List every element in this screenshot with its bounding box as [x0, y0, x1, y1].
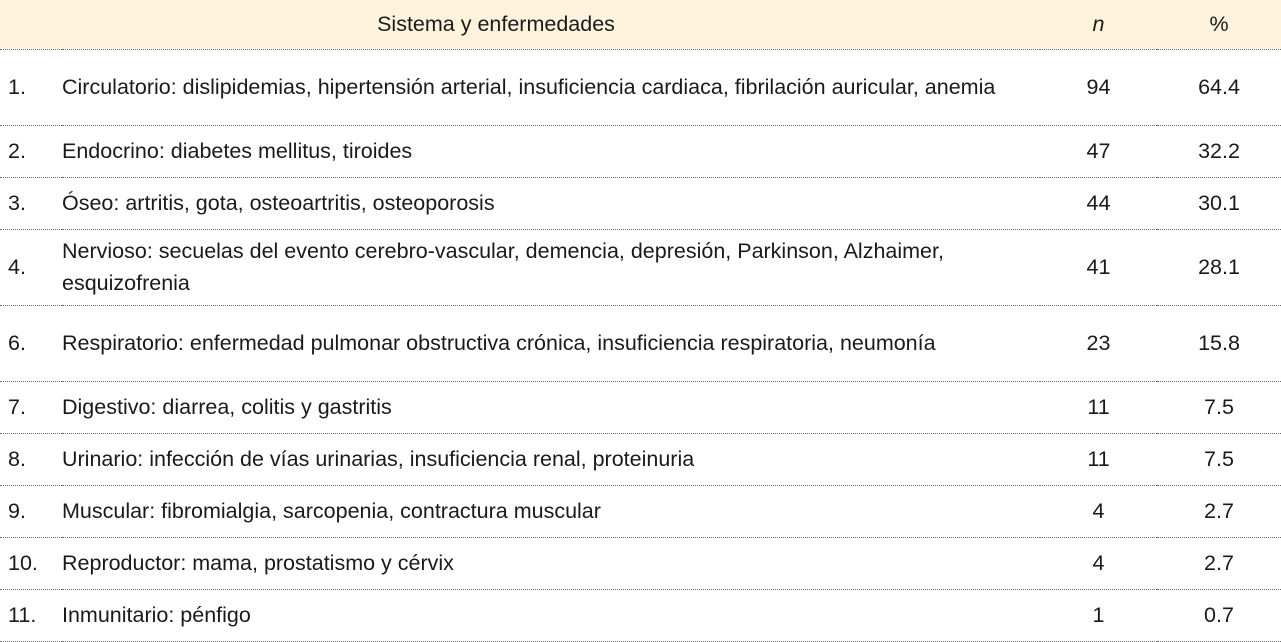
- header-system: Sistema y enfermedades: [0, 0, 1040, 49]
- table-row: [0, 229, 1281, 305]
- row-system: Reproductor: mama, prostatismo y cérvix: [62, 537, 1040, 589]
- row-number: 10.: [0, 537, 62, 589]
- header-percent: %: [1157, 0, 1281, 49]
- row-system: Óseo: artritis, gota, osteoartritis, osteoporosis: [62, 177, 1040, 229]
- row-n: 4: [1040, 537, 1157, 589]
- header-row: [0, 0, 1281, 49]
- row-system: Digestivo: diarrea, colitis y gastritis: [62, 381, 1040, 433]
- row-number: 8.: [0, 433, 62, 485]
- header-n: n: [1040, 0, 1157, 49]
- table-row: [0, 125, 1281, 177]
- row-number: 3.: [0, 177, 62, 229]
- table-row: [0, 433, 1281, 485]
- row-system: Nervioso: secuelas del evento cerebro-vascular, demencia, depresión, Parkinson, Alzhaimer, esquizofrenia: [62, 229, 1040, 305]
- row-number: 9.: [0, 485, 62, 537]
- table-header: [0, 0, 1281, 49]
- row-system: Respiratorio: enfermedad pulmonar obstructiva crónica, insuficiencia respiratoria, neumonía: [62, 305, 1040, 381]
- row-n: 11: [1040, 381, 1157, 433]
- row-number: 4.: [0, 229, 62, 305]
- row-number: 1.: [0, 49, 62, 125]
- row-percent: 64.4: [1157, 49, 1281, 125]
- row-n: 4: [1040, 485, 1157, 537]
- row-number: 6.: [0, 305, 62, 381]
- row-n: 47: [1040, 125, 1157, 177]
- table-row: [0, 305, 1281, 381]
- row-percent: 30.1: [1157, 177, 1281, 229]
- table-row: [0, 49, 1281, 125]
- row-n: 44: [1040, 177, 1157, 229]
- table-row: [0, 589, 1281, 641]
- row-percent: 32.2: [1157, 125, 1281, 177]
- table-body: [0, 49, 1281, 641]
- row-percent: 15.8: [1157, 305, 1281, 381]
- row-system: Muscular: fibromialgia, sarcopenia, contractura muscular: [62, 485, 1040, 537]
- row-number: 7.: [0, 381, 62, 433]
- row-percent: 2.7: [1157, 485, 1281, 537]
- row-system: Urinario: infección de vías urinarias, insuficiencia renal, proteinuria: [62, 433, 1040, 485]
- row-n: 1: [1040, 589, 1157, 641]
- row-system: Circulatorio: dislipidemias, hipertensión arterial, insuficiencia cardiaca, fibrilación auricular, anemia: [62, 49, 1040, 125]
- table-row: [0, 177, 1281, 229]
- table-row: [0, 537, 1281, 589]
- table-row: [0, 485, 1281, 537]
- row-percent: 7.5: [1157, 381, 1281, 433]
- row-n: 23: [1040, 305, 1157, 381]
- row-percent: 2.7: [1157, 537, 1281, 589]
- row-number: 11.: [0, 589, 62, 641]
- row-system: Inmunitario: pénfigo: [62, 589, 1040, 641]
- row-n: 41: [1040, 229, 1157, 305]
- row-n: 11: [1040, 433, 1157, 485]
- row-percent: 7.5: [1157, 433, 1281, 485]
- row-percent: 0.7: [1157, 589, 1281, 641]
- row-percent: 28.1: [1157, 229, 1281, 305]
- table-row: [0, 381, 1281, 433]
- row-number: 2.: [0, 125, 62, 177]
- row-system: Endocrino: diabetes mellitus, tiroides: [62, 125, 1040, 177]
- row-n: 94: [1040, 49, 1157, 125]
